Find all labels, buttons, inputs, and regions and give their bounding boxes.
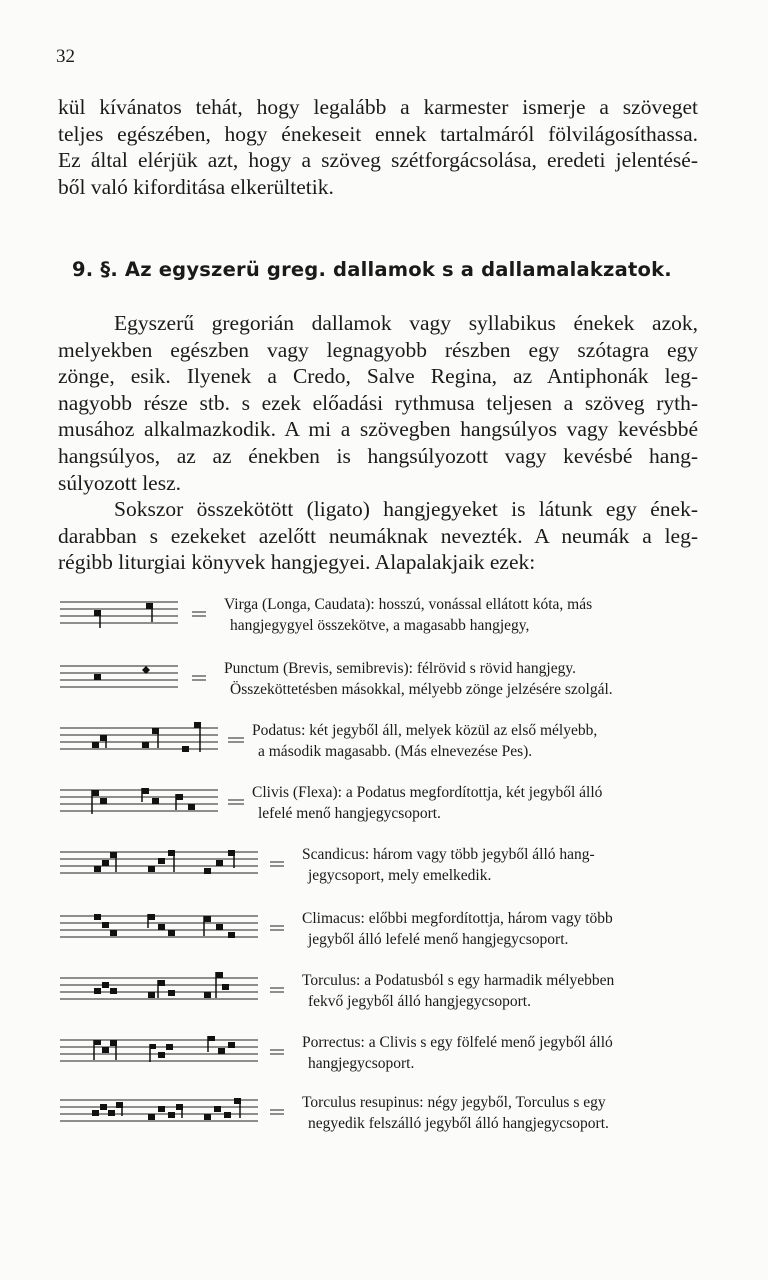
neume-desc-line: lefelé menő hangjegycsoport. xyxy=(258,805,441,822)
text-line: darabban s ezekeket azelőtt neumáknak nevezték. A neumák a leg- xyxy=(58,523,698,548)
podatus-notation-icon xyxy=(58,718,258,768)
neume-desc-line: Clivis (Flexa): a Podatus megfordítottja, két jegyből álló xyxy=(252,784,603,801)
page-number: 32 xyxy=(56,46,75,67)
neume-row-scandicus xyxy=(58,842,708,902)
neume-desc-line: fekvő jegyből álló hangjegycsoport. xyxy=(308,993,531,1010)
neume-row-climacus xyxy=(58,906,708,966)
text-line: teljes egészében, hogy énekeseit ennek tartalmáról fölvilágosíthassa. xyxy=(58,121,698,146)
text-line: Ez által elérjük azt, hogy a szöveg szétforgácsolása, eredeti jelentésé- xyxy=(58,148,698,173)
neume-desc-line: hangjegycsoport. xyxy=(308,1055,415,1072)
text-line: hangsúlyos, az az énekben is hangsúlyozott vagy kevésbé hang- xyxy=(58,443,698,468)
torculus-resupinus-notation-icon xyxy=(58,1090,288,1140)
text-line: Egyszerű gregorián dallamok vagy syllabikus énekek azok, xyxy=(114,311,698,335)
text-line: kül kívánatos tehát, hogy legalább a karmester ismerje a szöveget xyxy=(58,95,698,119)
neume-desc-line: Virga (Longa, Caudata): hosszú, vonással ellátott kóta, más xyxy=(224,596,593,613)
neume-row-punctum xyxy=(58,656,708,716)
neume-desc-line: Összeköttetésben másokkal, mélyebb zönge jelzésére szolgál. xyxy=(230,681,613,698)
text-line: régibb liturgiai könyvek hangjegyei. Alapalakjaik ezek: xyxy=(58,550,536,575)
neume-desc-line: jegycsoport, mely emelkedik. xyxy=(308,867,492,884)
neume-desc-line: jegyből álló lefelé menő hangjegycsoport. xyxy=(308,931,569,948)
torculus-notation-icon xyxy=(58,968,288,1018)
text-line: musához alkalmazkodik. A mi a szövegben hangsúlyos vagy kevésbbé xyxy=(58,417,698,442)
neume-row-virga xyxy=(58,592,708,652)
porrectus-notation-icon xyxy=(58,1030,288,1080)
text-line: zönge, esik. Ilyenek a Credo, Salve Regina, az Antiphonák leg- xyxy=(58,364,698,389)
neume-desc-line: hangjegygyel összekötve, a magasabb hangjegy, xyxy=(230,617,530,634)
neume-row-porrectus xyxy=(58,1030,708,1090)
neume-desc-line: Punctum (Brevis, semibrevis): félrövid s rövid hangjegy. xyxy=(224,660,576,677)
neume-desc-line: Podatus: két jegyből áll, melyek közül az első mélyebb, xyxy=(252,722,598,739)
neume-desc-line: Climacus: előbbi megfordítottja, három vagy több xyxy=(302,910,613,927)
neume-row-torculus xyxy=(58,968,708,1028)
climacus-notation-icon xyxy=(58,906,288,956)
punctum-notation-icon xyxy=(58,656,218,706)
clivis-notation-icon xyxy=(58,780,258,830)
virga-notation-icon xyxy=(58,592,218,642)
neume-row-torculus-resupinus xyxy=(58,1090,708,1150)
neume-desc-line: negyedik felszálló jegyből álló hangjegycsoport. xyxy=(308,1115,609,1132)
text-line: ből való kiforditása elkerültetik. xyxy=(58,174,334,199)
text-line: Sokszor összekötött (ligato) hangjegyeket is látunk egy ének- xyxy=(114,497,698,522)
text-line: melyekben egészben vagy legnagyobb részben egy szótagra egy xyxy=(58,337,698,362)
neume-row-clivis xyxy=(58,780,708,840)
neume-desc-line: a második magasabb. (Más elnevezése Pes). xyxy=(258,743,533,760)
intro-paragraph xyxy=(58,94,698,200)
neume-desc-line: Porrectus: a Clivis s egy fölfelé menő jegyből álló xyxy=(302,1034,613,1051)
body-paragraph xyxy=(58,310,698,576)
neume-row-podatus xyxy=(58,718,708,778)
neume-desc-line: Torculus: a Podatusból s egy harmadik mélyebben xyxy=(302,972,615,989)
section-heading: 9. §. Az egyszerü greg. dallamok s a dallamalakzatok. xyxy=(72,258,672,281)
neume-desc-line: Torculus resupinus: négy jegyből, Torculus s egy xyxy=(302,1094,606,1111)
text-line: nagyobb része stb. s ezek előadási rythmusa teljesen a szöveg ryth- xyxy=(58,390,698,415)
neume-desc-line: Scandicus: három vagy több jegyből álló hang- xyxy=(302,846,595,863)
scandicus-notation-icon xyxy=(58,842,288,892)
text-line: súlyozott lesz. xyxy=(58,470,182,495)
